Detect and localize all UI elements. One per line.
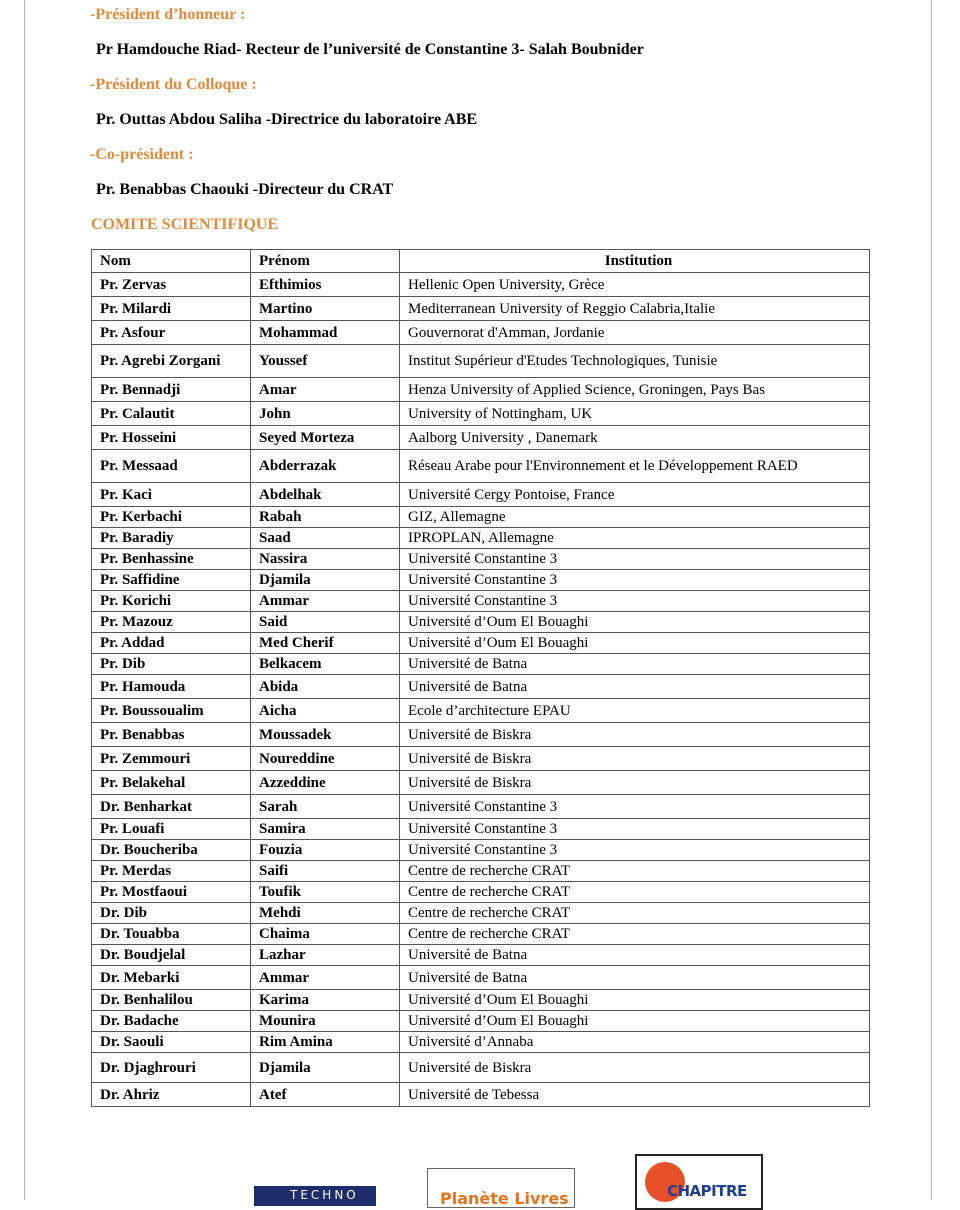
cell-nom: Pr. Messaad <box>92 450 251 483</box>
cell-nom: Dr. Touabba <box>92 924 251 945</box>
cell-institution: Université de Batna <box>400 675 870 699</box>
techno-logo <box>254 1186 376 1206</box>
co-president-text: Pr. Benabbas Chaouki -Directeur du CRAT <box>96 181 394 198</box>
cell-prenom: Youssef <box>251 345 400 378</box>
table-row <box>92 1083 870 1107</box>
table-row <box>92 747 870 771</box>
cell-institution: Université Constantine 3 <box>400 570 870 591</box>
cell-nom: Pr. Hosseini <box>92 426 251 450</box>
table-row <box>92 633 870 654</box>
cell-nom: Pr. Mazouz <box>92 612 251 633</box>
cell-institution: Université Constantine 3 <box>400 819 870 840</box>
cell-institution: Université Cergy Pontoise, France <box>400 483 870 507</box>
table-row <box>92 549 870 570</box>
techno-logo-text: TECHNO <box>290 1188 359 1202</box>
cell-prenom: Ammar <box>251 591 400 612</box>
table-row <box>92 990 870 1011</box>
cell-nom: Pr. Calautit <box>92 402 251 426</box>
cell-prenom: Rabah <box>251 507 400 528</box>
cell-institution: Institut Supérieur d'Etudes Technologiques, Tunisie <box>400 345 870 378</box>
co-president-label: -Co-président : <box>90 146 194 163</box>
table-row <box>92 903 870 924</box>
cell-institution: Université Constantine 3 <box>400 591 870 612</box>
cell-institution: Université de Tebessa <box>400 1083 870 1107</box>
cell-prenom: Med Cherif <box>251 633 400 654</box>
table-row <box>92 819 870 840</box>
table-row <box>92 297 870 321</box>
table-row <box>92 654 870 675</box>
cell-nom: Dr. Benhalilou <box>92 990 251 1011</box>
cell-nom: Pr. Saffidine <box>92 570 251 591</box>
cell-institution: IPROPLAN, Allemagne <box>400 528 870 549</box>
cell-nom: Dr. Benharkat <box>92 795 251 819</box>
cell-prenom: Abderrazak <box>251 450 400 483</box>
cell-nom: Pr. Zervas <box>92 273 251 297</box>
cell-nom: Pr. Dib <box>92 654 251 675</box>
cell-institution: Université d’Oum El Bouaghi <box>400 1011 870 1032</box>
table-row <box>92 273 870 297</box>
cell-institution: Université Constantine 3 <box>400 549 870 570</box>
table-row <box>92 450 870 483</box>
cell-nom: Pr. Kerbachi <box>92 507 251 528</box>
cell-institution: Aalborg University , Danemark <box>400 426 870 450</box>
cell-prenom: Saifi <box>251 861 400 882</box>
cell-institution: Université Constantine 3 <box>400 795 870 819</box>
cell-institution: Université de Biskra <box>400 771 870 795</box>
planete-livres-logo <box>427 1168 575 1208</box>
cell-nom: Pr. Milardi <box>92 297 251 321</box>
table-row <box>92 840 870 861</box>
cell-prenom: Atef <box>251 1083 400 1107</box>
cell-nom: Pr. Hamouda <box>92 675 251 699</box>
cell-institution: Henza University of Applied Science, Groningen, Pays Bas <box>400 378 870 402</box>
cell-prenom: Sarah <box>251 795 400 819</box>
table-row <box>92 570 870 591</box>
cell-institution: Université de Batna <box>400 966 870 990</box>
president-honneur-label: -Président d’honneur : <box>90 6 246 23</box>
table-row <box>92 483 870 507</box>
cell-institution: Gouvernorat d'Amman, Jordanie <box>400 321 870 345</box>
cell-nom: Pr. Zemmouri <box>92 747 251 771</box>
cell-prenom: Mehdi <box>251 903 400 924</box>
cell-prenom: Lazhar <box>251 945 400 966</box>
cell-prenom: Djamila <box>251 570 400 591</box>
table-row <box>92 507 870 528</box>
cell-nom: Dr. Saouli <box>92 1032 251 1053</box>
president-colloque-label: -Président du Colloque : <box>90 76 257 93</box>
table-row <box>92 591 870 612</box>
cell-nom: Pr. Boussoualim <box>92 699 251 723</box>
cell-prenom: Ammar <box>251 966 400 990</box>
chapitre-logo-text: CHAPITRE <box>667 1182 747 1200</box>
cell-institution: Université de Batna <box>400 654 870 675</box>
cell-institution: Centre de recherche CRAT <box>400 903 870 924</box>
table-row <box>92 924 870 945</box>
cell-institution: Réseau Arabe pour l'Environnement et le Développement RAED <box>400 450 870 483</box>
cell-prenom: Said <box>251 612 400 633</box>
cell-prenom: Djamila <box>251 1053 400 1083</box>
cell-prenom: Karima <box>251 990 400 1011</box>
cell-prenom: Chaima <box>251 924 400 945</box>
cell-prenom: Mounira <box>251 1011 400 1032</box>
table-header-row <box>92 250 870 273</box>
table-row <box>92 1053 870 1083</box>
cell-nom: Pr. Merdas <box>92 861 251 882</box>
cell-prenom: Fouzia <box>251 840 400 861</box>
table-row <box>92 882 870 903</box>
cell-institution: Hellenic Open University, Grèce <box>400 273 870 297</box>
table-row <box>92 675 870 699</box>
cell-prenom: John <box>251 402 400 426</box>
cell-prenom: Seyed Morteza <box>251 426 400 450</box>
cell-prenom: Efthimios <box>251 273 400 297</box>
cell-institution: Université de Biskra <box>400 723 870 747</box>
cell-institution: Université d’Oum El Bouaghi <box>400 990 870 1011</box>
cell-institution: Université Constantine 3 <box>400 840 870 861</box>
planete-logo-text: Planète Livres <box>440 1189 569 1208</box>
table-row <box>92 378 870 402</box>
cell-institution: Université de Biskra <box>400 1053 870 1083</box>
table-row <box>92 612 870 633</box>
cell-institution: University of Nottingham, UK <box>400 402 870 426</box>
cell-prenom: Aicha <box>251 699 400 723</box>
cell-prenom: Noureddine <box>251 747 400 771</box>
table-row <box>92 723 870 747</box>
cell-prenom: Nassira <box>251 549 400 570</box>
cell-nom: Dr. Badache <box>92 1011 251 1032</box>
cell-prenom: Martino <box>251 297 400 321</box>
cell-nom: Pr. Korichi <box>92 591 251 612</box>
cell-institution: Ecole d’architecture EPAU <box>400 699 870 723</box>
cell-institution: Université d’Annaba <box>400 1032 870 1053</box>
cell-nom: Pr. Addad <box>92 633 251 654</box>
table-row <box>92 861 870 882</box>
cell-nom: Pr. Benhassine <box>92 549 251 570</box>
cell-prenom: Abida <box>251 675 400 699</box>
cell-institution: Mediterranean University of Reggio Calabria,Italie <box>400 297 870 321</box>
table-row <box>92 345 870 378</box>
cell-institution: Université d’Oum El Bouaghi <box>400 612 870 633</box>
cell-nom: Pr. Belakehal <box>92 771 251 795</box>
cell-prenom: Rim Amina <box>251 1032 400 1053</box>
cell-prenom: Amar <box>251 378 400 402</box>
cell-nom: Pr. Agrebi Zorgani <box>92 345 251 378</box>
column-header-nom: Nom <box>92 250 251 273</box>
cell-institution: Université de Batna <box>400 945 870 966</box>
members-table-body <box>92 273 870 1107</box>
column-header-institution: Institution <box>400 250 870 273</box>
cell-nom: Pr. Baradiy <box>92 528 251 549</box>
cell-nom: Dr. Dib <box>92 903 251 924</box>
table-row <box>92 699 870 723</box>
table-row <box>92 771 870 795</box>
table-row <box>92 945 870 966</box>
cell-nom: Pr. Mostfaoui <box>92 882 251 903</box>
cell-prenom: Azzeddine <box>251 771 400 795</box>
cell-institution: Centre de recherche CRAT <box>400 861 870 882</box>
cell-nom: Dr. Boudjelal <box>92 945 251 966</box>
cell-prenom: Moussadek <box>251 723 400 747</box>
cell-prenom: Abdelhak <box>251 483 400 507</box>
members-table <box>91 249 870 1107</box>
cell-prenom: Mohammad <box>251 321 400 345</box>
cell-nom: Dr. Boucheriba <box>92 840 251 861</box>
table-row <box>92 321 870 345</box>
cell-prenom: Samira <box>251 819 400 840</box>
cell-institution: Centre de recherche CRAT <box>400 924 870 945</box>
cell-nom: Pr. Kaci <box>92 483 251 507</box>
chapitre-logo <box>635 1154 763 1210</box>
cell-prenom: Toufik <box>251 882 400 903</box>
table-row <box>92 1011 870 1032</box>
cell-nom: Dr. Mebarki <box>92 966 251 990</box>
table-row <box>92 402 870 426</box>
table-row <box>92 426 870 450</box>
cell-institution: Université de Biskra <box>400 747 870 771</box>
comite-scientifique-title: COMITE SCIENTIFIQUE <box>91 216 279 233</box>
cell-prenom: Belkacem <box>251 654 400 675</box>
table-row <box>92 528 870 549</box>
cell-institution: GIZ, Allemagne <box>400 507 870 528</box>
table-row <box>92 966 870 990</box>
cell-nom: Dr. Ahriz <box>92 1083 251 1107</box>
table-row <box>92 795 870 819</box>
cell-prenom: Saad <box>251 528 400 549</box>
column-header-prenom: Prénom <box>251 250 400 273</box>
cell-nom: Dr. Djaghrouri <box>92 1053 251 1083</box>
cell-nom: Pr. Bennadji <box>92 378 251 402</box>
cell-nom: Pr. Asfour <box>92 321 251 345</box>
cell-institution: Université d’Oum El Bouaghi <box>400 633 870 654</box>
president-colloque-text: Pr. Outtas Abdou Saliha -Directrice du laboratoire ABE <box>96 111 478 128</box>
cell-institution: Centre de recherche CRAT <box>400 882 870 903</box>
president-honneur-text: Pr Hamdouche Riad- Recteur de l’université de Constantine 3- Salah Boubnider <box>96 41 644 58</box>
cell-nom: Pr. Benabbas <box>92 723 251 747</box>
table-row <box>92 1032 870 1053</box>
cell-nom: Pr. Louafi <box>92 819 251 840</box>
sponsor-logos <box>0 1150 960 1208</box>
